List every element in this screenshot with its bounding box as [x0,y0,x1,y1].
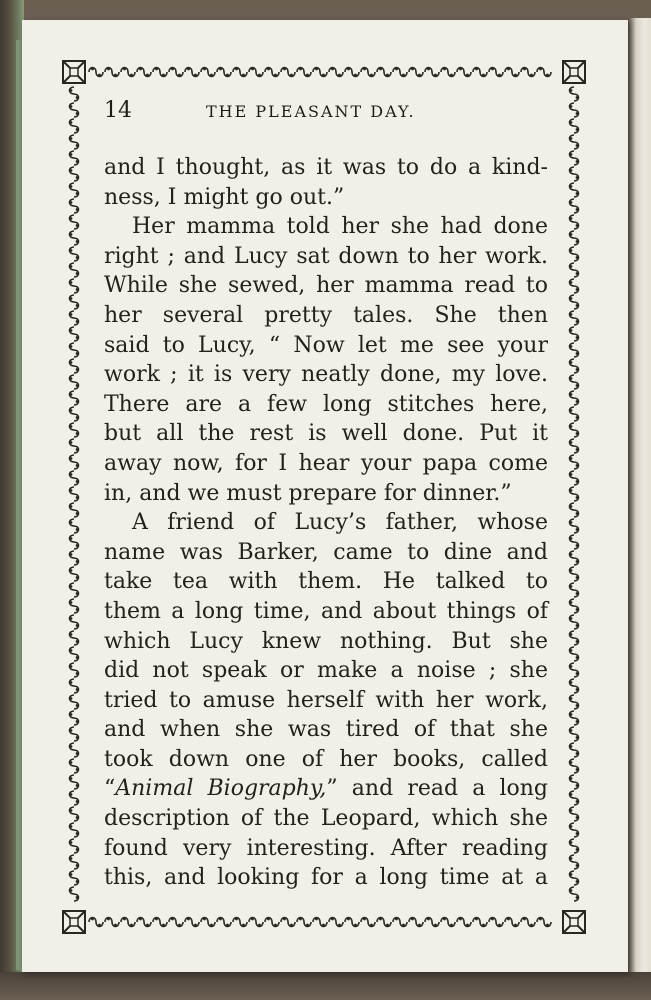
text-line: ness, I might go out.” [104,184,345,210]
text-line: While she sewed, her mamma read to [104,273,548,299]
text-line: said to Lucy, “ Now let me see your [104,332,548,358]
text-line: away now, for I hear your papa come [104,450,548,476]
page-header [104,98,548,130]
text-line: which Lucy knew nothing. But she [104,628,548,654]
text-line: them a long time, and about things of [104,598,548,624]
text-line: but all the rest is well done. Put it [104,421,548,447]
background-shadow [0,972,651,1000]
text-line: A friend of Lucy’s father, whose [132,510,548,536]
facing-page-edge [628,18,651,978]
text-line: There are a few long stitches here, [104,391,548,417]
text-line: found very interesting. After reading [104,835,548,861]
text-line: take tea with them. He talked to [104,569,548,595]
text-line: her several pretty tales. She then [104,302,548,328]
text-line: this, and looking for a long time at a [104,865,548,891]
text-line: took down one of her books, called [104,746,548,772]
text-line: and when she was tired of that she [104,717,548,743]
text-line: name was Barker, came to dine and [104,539,548,565]
text-line: description of the Leopard, which she [104,806,548,832]
body-text [104,153,548,893]
page-number: 14 [104,98,132,123]
text-line: “Animal Biography,” and read a long [104,776,548,802]
text-line: and I thought, as it was to do a kind- [104,155,548,180]
text-line: Her mamma told her she had done [132,214,548,240]
text-line: did not speak or make a noise ; she [104,658,548,684]
text-line: in, and we must prepare for dinner.” [104,480,512,506]
text-line: work ; it is very neatly done, my love. [104,362,548,388]
running-title: THE PLEASANT DAY. [206,102,416,121]
text-line: tried to amuse herself with her work, [104,687,548,713]
text-line: right ; and Lucy sat down to her work. [104,243,548,269]
